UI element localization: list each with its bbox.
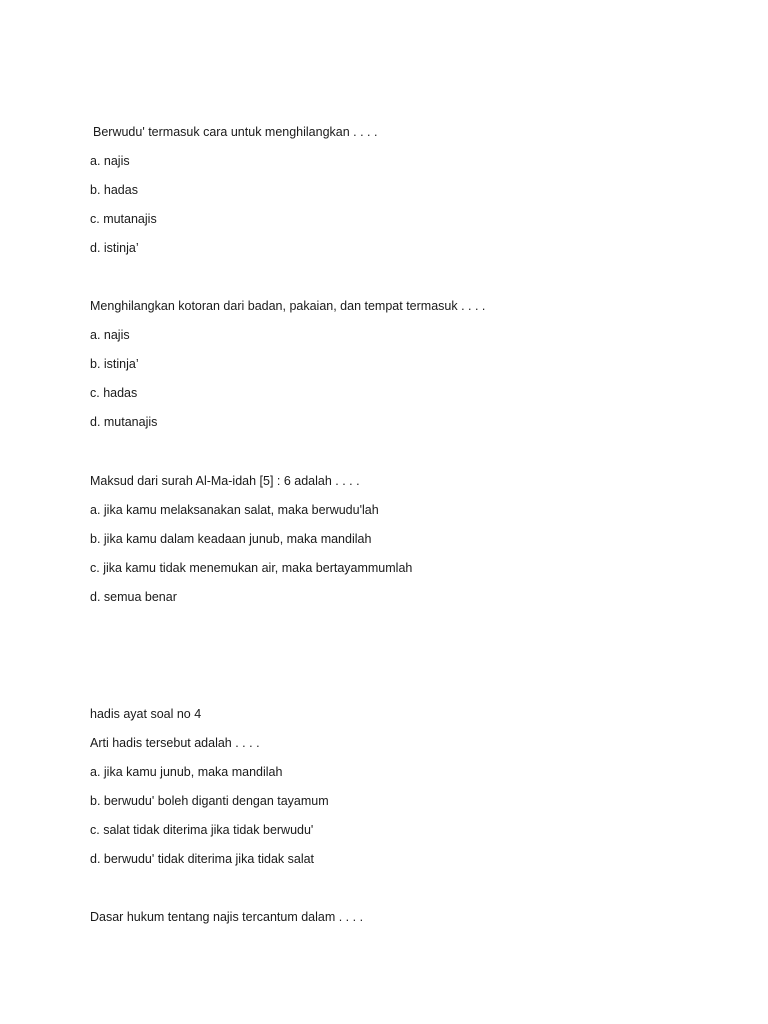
q4-option-c: c. salat tidak diterima jika tidak berwudu' [90, 823, 314, 837]
q3-option-d: d. semua benar [90, 590, 177, 604]
q2-option-b: b. istinja’ [90, 357, 139, 371]
q2-option-a: a. najis [90, 328, 130, 342]
q1-option-d: d. istinja’ [90, 241, 139, 255]
q2-option-c: c. hadas [90, 386, 138, 400]
question-4: Arti hadis tersebut adalah . . . . [90, 736, 260, 750]
q4-option-d: d. berwudu' tidak diterima jika tidak salat [90, 852, 315, 866]
question-3: Maksud dari surah Al-Ma-idah [5] : 6 adalah . . . . [90, 474, 360, 488]
q4-option-a: a. jika kamu junub, maka mandilah [90, 765, 283, 779]
q1-option-b: b. hadas [90, 183, 138, 197]
q1-option-a: a. najis [90, 154, 130, 168]
q3-option-c: c. jika kamu tidak menemukan air, maka bertayammumlah [90, 561, 413, 575]
q4-option-b: b. berwudu' boleh diganti dengan tayamum [90, 794, 329, 808]
question-1: Berwudu' termasuk cara untuk menghilangkan . . . . [93, 125, 378, 139]
q2-option-d: d. mutanajis [90, 415, 158, 429]
q3-option-a: a. jika kamu melaksanakan salat, maka berwudu'lah [90, 503, 379, 517]
question-2: Menghilangkan kotoran dari badan, pakaian, dan tempat termasuk . . . . [90, 299, 486, 313]
q3-option-b: b. jika kamu dalam keadaan junub, maka mandilah [90, 532, 372, 546]
q4-hadith-note: hadis ayat soal no 4 [90, 707, 202, 721]
question-5: Dasar hukum tentang najis tercantum dalam . . . . [90, 910, 364, 924]
q1-option-c: c. mutanajis [90, 212, 157, 226]
